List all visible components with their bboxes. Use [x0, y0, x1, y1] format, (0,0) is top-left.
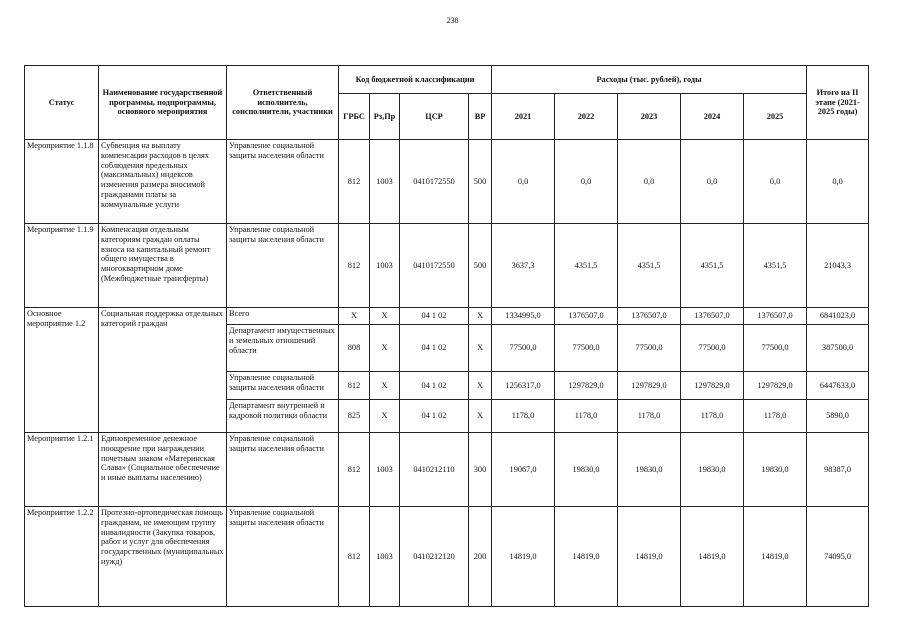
value-2024: 4351,5: [681, 224, 744, 308]
value-2025: 1297829,0: [744, 372, 807, 400]
responsible-cell: Департамент имущественных и земельных отношений области: [227, 325, 339, 372]
csr-cell: 04 1 02: [400, 372, 469, 400]
value-2024: 77500,0: [681, 325, 744, 372]
vr-cell: 500: [469, 224, 492, 308]
value-2021: 1334995,0: [492, 308, 555, 325]
value-2021: 1178,0: [492, 400, 555, 433]
value-2021: 77500,0: [492, 325, 555, 372]
value-total: 6447633,0: [807, 372, 869, 400]
value-2024: 0,0: [681, 140, 744, 224]
value-2023: 77500,0: [618, 325, 681, 372]
responsible-cell: Департамент внутренней и кадровой политики области: [227, 400, 339, 433]
value-total: 387500,0: [807, 325, 869, 372]
value-2022: 1376507,0: [555, 308, 618, 325]
value-2023: 1376507,0: [618, 308, 681, 325]
header-vr: ВР: [469, 94, 492, 140]
rzpr-cell: X: [370, 372, 400, 400]
grbs-cell: 808: [339, 325, 370, 372]
value-2023: 19830,0: [618, 433, 681, 507]
header-budget-code: Код бюджетной классификации: [339, 66, 492, 94]
vr-cell: 300: [469, 433, 492, 507]
rzpr-cell: X: [370, 308, 400, 325]
name-cell: Субвенция на выплату компенсации расходов в целях соблюдения предельных (максимальных) индексов изменения размера вносимой гражданами платы за коммунальные услуги: [99, 140, 227, 224]
responsible-cell: Всего: [227, 308, 339, 325]
grbs-cell: X: [339, 308, 370, 325]
header-2024: 2024: [681, 94, 744, 140]
header-2022: 2022: [555, 94, 618, 140]
value-2022: 1178,0: [555, 400, 618, 433]
table-row: [25, 308, 869, 325]
grbs-cell: 812: [339, 433, 370, 507]
value-2021: 14819,0: [492, 507, 555, 607]
responsible-cell: Управление социальной защиты населения области: [227, 433, 339, 507]
status-cell: Мероприятие 1.2.1: [25, 433, 99, 507]
value-2023: 1178,0: [618, 400, 681, 433]
value-2025: 4351,5: [744, 224, 807, 308]
header-2025: 2025: [744, 94, 807, 140]
value-2023: 0,0: [618, 140, 681, 224]
value-2023: 4351,5: [618, 224, 681, 308]
value-2023: 1297829,0: [618, 372, 681, 400]
table-row: [25, 507, 869, 607]
value-2021: 1256317,0: [492, 372, 555, 400]
responsible-cell: Управление социальной защиты населения области: [227, 372, 339, 400]
value-2025: 19830,0: [744, 433, 807, 507]
csr-cell: 04 1 02: [400, 308, 469, 325]
header-grbs: ГРБС: [339, 94, 370, 140]
rzpr-cell: 1003: [370, 433, 400, 507]
value-total: 21043,3: [807, 224, 869, 308]
csr-cell: 0410172550: [400, 224, 469, 308]
vr-cell: X: [469, 325, 492, 372]
status-cell: Мероприятие 1.2.2: [25, 507, 99, 607]
rzpr-cell: X: [370, 325, 400, 372]
value-total: 6841023,0: [807, 308, 869, 325]
vr-cell: X: [469, 308, 492, 325]
value-2025: 77500,0: [744, 325, 807, 372]
value-2022: 4351,5: [555, 224, 618, 308]
value-2024: 1297829,0: [681, 372, 744, 400]
vr-cell: X: [469, 372, 492, 400]
grbs-cell: 812: [339, 224, 370, 308]
value-2025: 0,0: [744, 140, 807, 224]
csr-cell: 0410172550: [400, 140, 469, 224]
value-2025: 14819,0: [744, 507, 807, 607]
value-2025: 1178,0: [744, 400, 807, 433]
value-2022: 19830,0: [555, 433, 618, 507]
status-cell: Основное мероприятие 1.2: [25, 308, 99, 433]
csr-cell: 04 1 02: [400, 400, 469, 433]
name-cell: Протезно-ортопедическая помощь гражданам, не имеющим группу инвалидности (Закупка товаров, работ и услуг для обеспечения государственных (муниципальных нужд): [99, 507, 227, 607]
name-cell: Единовременное денежное поощрение при награждении почетным знаком «Материнская Слава» (Социальное обеспечение и иные выплаты населению): [99, 433, 227, 507]
value-total: 98387,0: [807, 433, 869, 507]
grbs-cell: 812: [339, 372, 370, 400]
header-expenses: Расходы (тыс. рублей), годы: [492, 66, 807, 94]
header-total: Итого на II этапе (2021-2025 годы): [807, 66, 869, 140]
grbs-cell: 825: [339, 400, 370, 433]
value-2021: 0,0: [492, 140, 555, 224]
table-row: [25, 433, 869, 507]
page-number: 238: [446, 16, 459, 25]
csr-cell: 0410212120: [400, 507, 469, 607]
value-2022: 1297829,0: [555, 372, 618, 400]
name-cell: Компенсация отдельным категориям граждан оплаты взноса на капитальный ремонт общего имущества в многоквартирном доме (Межбюджетные трансферты): [99, 224, 227, 308]
header-responsible: Ответственный исполнитель, соисполнители, участники: [227, 66, 339, 140]
vr-cell: X: [469, 400, 492, 433]
value-2021: 3637,3: [492, 224, 555, 308]
value-2021: 19067,0: [492, 433, 555, 507]
header-name: Наименование государственной программы, подпрограммы, основного мероприятия: [99, 66, 227, 140]
responsible-cell: Управление социальной защиты населения области: [227, 224, 339, 308]
header-status: Статус: [25, 66, 99, 140]
csr-cell: 0410212110: [400, 433, 469, 507]
value-2024: 14819,0: [681, 507, 744, 607]
table-row: [25, 140, 869, 224]
vr-cell: 500: [469, 140, 492, 224]
name-cell: Социальная поддержка отдельных категорий граждан: [99, 308, 227, 433]
responsible-cell: Управление социальной защиты населения области: [227, 507, 339, 607]
responsible-cell: Управление социальной защиты населения области: [227, 140, 339, 224]
budget-table: [24, 65, 869, 607]
header-2023: 2023: [618, 94, 681, 140]
value-total: 74095,0: [807, 507, 869, 607]
table-row: [25, 224, 869, 308]
value-2022: 14819,0: [555, 507, 618, 607]
header-rzpr: Рз,Пр: [370, 94, 400, 140]
status-cell: Мероприятие 1.1.9: [25, 224, 99, 308]
csr-cell: 04 1 02: [400, 325, 469, 372]
vr-cell: 200: [469, 507, 492, 607]
grbs-cell: 812: [339, 507, 370, 607]
rzpr-cell: X: [370, 400, 400, 433]
value-total: 0,0: [807, 140, 869, 224]
value-2024: 19830,0: [681, 433, 744, 507]
rzpr-cell: 1003: [370, 224, 400, 308]
value-2022: 0,0: [555, 140, 618, 224]
value-2025: 1376507,0: [744, 308, 807, 325]
grbs-cell: 812: [339, 140, 370, 224]
header-2021: 2021: [492, 94, 555, 140]
value-2022: 77500,0: [555, 325, 618, 372]
rzpr-cell: 1003: [370, 507, 400, 607]
status-cell: Мероприятие 1.1.8: [25, 140, 99, 224]
value-2024: 1376507,0: [681, 308, 744, 325]
value-2024: 1178,0: [681, 400, 744, 433]
rzpr-cell: 1003: [370, 140, 400, 224]
value-total: 5890,0: [807, 400, 869, 433]
header-csr: ЦСР: [400, 94, 469, 140]
value-2023: 14819,0: [618, 507, 681, 607]
